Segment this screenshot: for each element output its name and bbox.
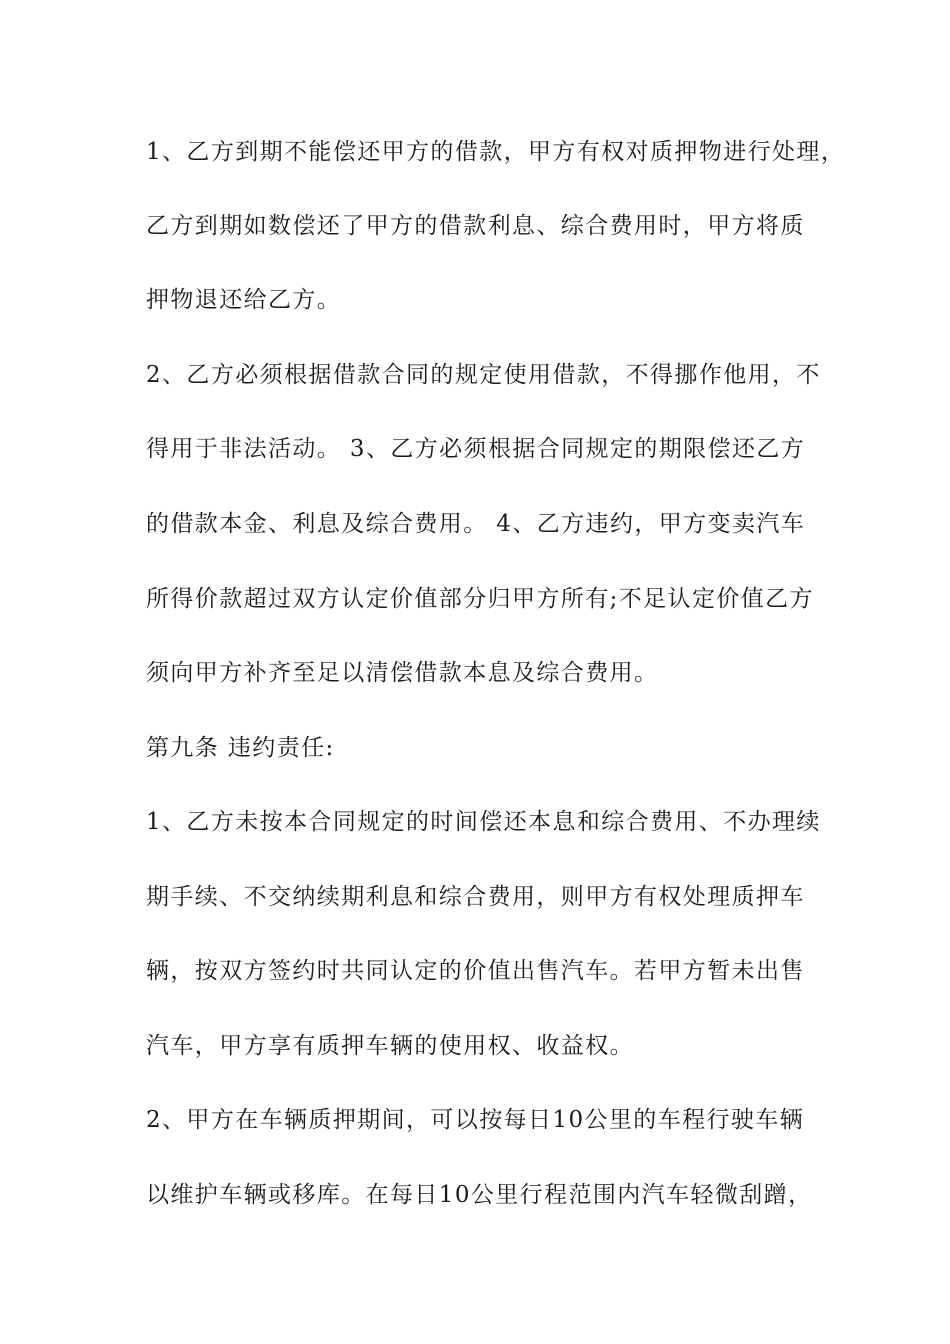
text-line: 2、乙方必须根据借款合同的规定使用借款，不得挪作他用，不 xyxy=(146,362,821,388)
section-heading: 第九条 违约责任: xyxy=(146,735,335,761)
text-line: 2、甲方在车辆质押期间，可以按每日10公里的车程行驶车辆 xyxy=(146,1107,805,1133)
text-line: 押物退还给乙方。 xyxy=(146,287,342,313)
text-line: 的借款本金、利息及综合费用。 4、乙方违约，甲方变卖汽车 xyxy=(146,511,806,537)
text-line: 乙方到期如数偿还了甲方的借款利息、综合费用时，甲方将质 xyxy=(146,213,805,239)
text-line: 须向甲方补齐至足以清偿借款本息及综合费用。 xyxy=(146,660,659,686)
text-line: 所得价款超过双方认定价值部分归甲方所有;不足认定价值乙方 xyxy=(146,586,814,612)
text-line: 期手续、不交纳续期利息和综合费用，则甲方有权处理质押车 xyxy=(146,884,805,910)
text-line: 1、乙方到期不能偿还甲方的借款，甲方有权对质押物进行处理， xyxy=(146,139,846,165)
text-line: 汽车，甲方享有质押车辆的使用权、收益权。 xyxy=(146,1033,634,1059)
text-line: 辆，按双方签约时共同认定的价值出售汽车。若甲方暂未出售 xyxy=(146,958,805,984)
text-line: 1、乙方未按本合同规定的时间偿还本息和综合费用、不办理续 xyxy=(146,809,821,835)
text-line: 得用于非法活动。 3、乙方必须根据合同规定的期限偿还乙方 xyxy=(146,436,806,462)
text-line: 以维护车辆或移库。在每日10公里行程范围内汽车轻微刮蹭， xyxy=(146,1182,813,1208)
